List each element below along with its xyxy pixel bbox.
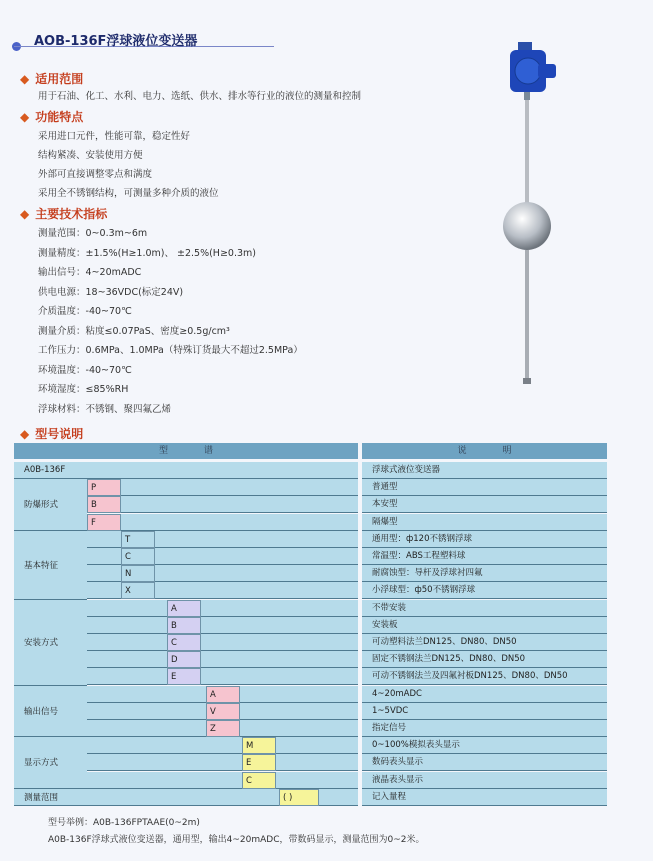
diamond-bullet-icon: ◆ [20,72,30,86]
spec-label: 输出信号： [38,267,86,278]
group-label: 显示方式 [14,737,87,789]
table-header-left: 型 谱 [14,443,358,459]
table-row-line [201,600,358,617]
spec-label: 测量范围： [38,228,86,239]
group-label: 输出信号 [14,686,87,738]
group-label: 防爆形式 [14,479,87,531]
spec-value: 粘度≤0.07PaS、密度≥0.5g/cm³ [85,325,230,337]
model-desc-cell: 记入量程 [362,789,607,806]
model-desc-cell: 本安型 [362,496,607,513]
spec-item [38,225,147,239]
model-desc-cell: 通用型：ф120不锈钢浮球 [362,531,607,548]
spec-label: 测量精度： [38,247,86,259]
spec-value: -40~70℃ [85,364,132,376]
model-desc-cell: 固定不锈钢法兰DN125、DN80、DN50 [362,651,607,668]
example-description: A0B-136F浮球式液位变送器，通用型，输出4~20mADC，带数码显示，测量范围为0~2米。 [48,835,425,845]
diamond-bullet-icon: ◆ [20,207,30,221]
model-code-cell: A [167,600,201,617]
page-title: AOB-136F浮球液位变送器 [34,34,198,49]
example-model: 型号举例：A0B-136FPTAAE(0~2m) [48,818,200,828]
base-model-desc: 浮球式液位变送器 [362,462,607,479]
group-label: 安装方式 [14,600,87,686]
table-row-line [121,479,358,496]
model-desc-cell: 液晶表头显示 [362,772,607,789]
table-row-line [155,531,358,548]
model-desc-cell: 不带安装 [362,600,607,617]
table-row-line [240,720,358,737]
model-code-cell: D [167,651,201,668]
model-code-cell: F [87,514,121,531]
feature-item: 外部可直接调整零点和满度 [38,169,153,180]
table-row-line [155,565,358,582]
diamond-bullet-icon: ◆ [20,427,30,441]
model-desc-cell: 0~100%模拟表头显示 [362,737,607,754]
model-code-cell: C [121,548,155,565]
spec-label: 环境湿度： [38,384,86,395]
table-row-line [240,703,358,720]
table-row [14,462,358,479]
model-desc-cell: 小浮球型：ф50不锈钢浮球 [362,582,607,599]
table-row-line [276,754,358,771]
spec-label: 测量介质： [38,325,86,337]
model-code-cell: A [206,686,240,703]
spec-label: 工作压力： [38,345,86,356]
spec-value: 不锈钢、聚四氟乙烯 [85,403,172,415]
model-code-cell: C [167,634,201,651]
model-selection-table [14,443,607,803]
table-row-filler [87,789,279,806]
table-row-filler [87,720,206,737]
spec-value: 18~36VDC(标定24V) [85,286,184,298]
spec-value: 0~0.3m~6m [85,228,148,239]
model-code-cell: E [242,754,276,771]
section-specs-heading: ◆ 主要技术指标 [20,207,108,221]
model-code-cell: T [121,531,155,548]
section-model-heading: ◆ 型号说明 [20,427,84,441]
table-row-filler [87,651,167,668]
table-row-line [201,634,358,651]
table-row-line [155,582,358,599]
group-label: 基本特征 [14,531,87,600]
spec-item [38,342,303,356]
model-code-cell: P [87,479,121,496]
model-desc-cell: 指定信号 [362,720,607,737]
spec-label: 环境温度： [38,364,86,376]
table-row-filler [87,737,242,754]
model-code-cell: ( ) [279,789,319,806]
table-row-line [121,496,358,513]
spec-label: 浮球材料： [38,403,86,415]
section-scope-heading: ◆ 适用范围 [20,72,84,86]
model-desc-cell: 4~20mADC [362,686,607,703]
table-row-line [121,514,358,531]
base-model-code: A0B-136F [24,465,66,475]
scope-text: 用于石油、化工、水利、电力、选纸、供水、排水等行业的液位的测量和控制 [38,91,362,102]
model-desc-cell: 隔爆型 [362,514,607,531]
model-desc-cell: 可动塑料法兰DN125、DN80、DN50 [362,634,607,651]
feature-item: 结构紧凑、安装使用方便 [38,150,143,161]
spec-value: ±1.5%(H≥1.0m)、 ±2.5%(H≥0.3m) [85,247,256,259]
model-code-cell: B [167,617,201,634]
table-row-line [155,548,358,565]
model-desc-cell: 普通型 [362,479,607,496]
model-code-cell: N [121,565,155,582]
feature-item: 采用进口元件，性能可靠，稳定性好 [38,131,191,142]
table-row-line [276,772,358,789]
model-code-cell: V [206,703,240,720]
table-row-filler [87,686,206,703]
spec-value: 0.6MPa、1.0MPa（特殊订货最大不超过2.5MPa） [85,345,303,356]
diamond-bullet-icon: ◆ [20,110,30,124]
table-row-filler [87,531,121,548]
table-row-line [240,686,358,703]
group-label: 测量范围 [14,789,87,806]
table-row-line [201,651,358,668]
table-header-right: 说 明 [362,443,607,459]
spec-item [38,362,132,376]
float-level-transmitter-image [490,40,600,390]
model-code-cell: M [242,737,276,754]
table-row-filler [87,582,121,599]
spec-label: 供电电源： [38,286,86,298]
spec-item [38,381,128,395]
table-row-filler [87,565,121,582]
section-features-heading: ◆ 功能特点 [20,110,84,124]
spec-value: ≤85%RH [85,384,129,395]
feature-item: 采用全不锈钢结构，可测量多种介质的液位 [38,188,219,199]
model-code-cell: X [121,582,155,599]
model-desc-cell: 数码表头显示 [362,754,607,771]
spec-item [38,401,171,415]
spec-item [38,264,141,278]
table-row-line [201,617,358,634]
model-desc-cell: 安装板 [362,617,607,634]
model-desc-cell: 1~5VDC [362,703,607,720]
spec-item [38,323,230,337]
model-code-cell: C [242,772,276,789]
spec-value: 4~20mADC [85,267,142,278]
model-code-cell: B [87,496,121,513]
table-row-filler [87,634,167,651]
table-row-line [319,789,358,806]
table-row-filler [87,617,167,634]
table-row-line [276,737,358,754]
spec-value: -40~70℃ [85,306,132,317]
table-row-filler [87,754,242,771]
spec-item [38,284,183,298]
table-row-filler [87,600,167,617]
table-row-line [201,668,358,685]
table-row-filler [87,668,167,685]
model-code-cell: Z [206,720,240,737]
table-row-filler [87,703,206,720]
model-code-cell: E [167,668,201,685]
spec-label: 介质温度： [38,306,86,317]
model-desc-cell: 耐腐蚀型：导杆及浮球衬四氟 [362,565,607,582]
model-desc-cell: 常温型：ABS工程塑料球 [362,548,607,565]
model-desc-cell: 可动不锈钢法兰及四氟衬板DN125、DN80、DN50 [362,668,607,685]
spec-item [38,245,256,259]
table-row-filler [87,548,121,565]
spec-item [38,303,132,317]
table-row-filler [87,772,242,789]
